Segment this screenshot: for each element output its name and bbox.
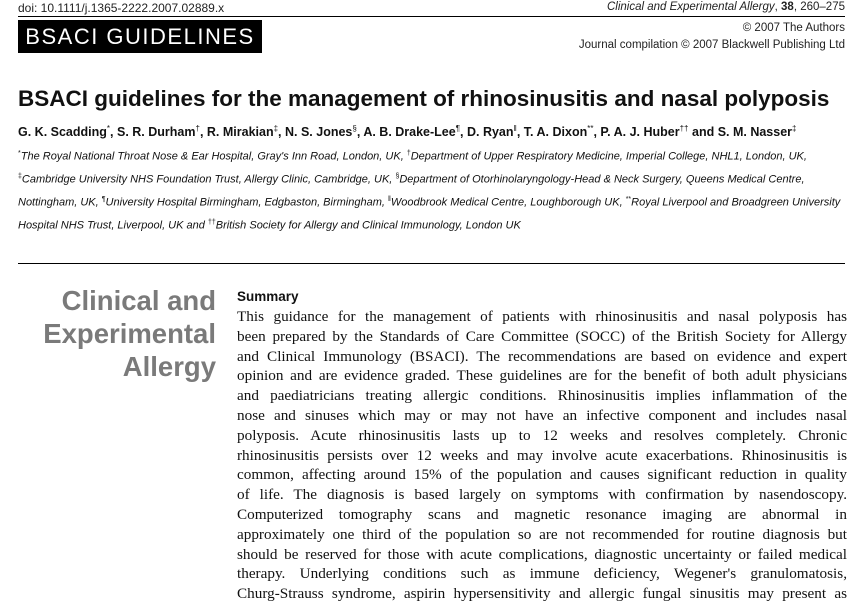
summary-line: should be reserved for those with acute complications, diagnostic uncertainty or failed medical	[237, 545, 847, 563]
summary-line: therapy. Underlying conditions such as immune deficiency, Wegener's granulomatosis,	[237, 565, 847, 583]
section-rule	[18, 263, 845, 264]
copyright-journal: Journal compilation © 2007 Blackwell Publishing Ltd	[578, 39, 845, 51]
affiliation-list	[18, 144, 848, 237]
article-title: BSACI guidelines for the management of rhinosinusitis and nasal polyposis	[18, 86, 830, 111]
author-affiliation-mark: **	[587, 124, 594, 133]
affiliation-text: University Hospital Birmingham, Edgbaston, Birmingham,	[105, 196, 388, 209]
author-affiliation-mark: ¶	[455, 124, 461, 133]
summary-line: Computerized tomography scans and magnetic resonance imaging are abnormal in	[237, 505, 847, 523]
affiliation-text: Royal Liverpool and Broadgreen University Hospital NHS Trust, Liverpool, UK and	[18, 196, 841, 233]
author-affiliation-mark: ††	[679, 124, 689, 133]
side-title-line: Allergy	[122, 351, 216, 382]
affiliation-text: Department of Otorhinolaryngology-Head & Neck Surgery, Queens Medical Centre, Nottingham, UK,	[18, 173, 805, 209]
author-affiliation-mark: ‡	[273, 124, 279, 133]
author-name: T. A. Dixon	[523, 125, 588, 140]
author-name: D. Ryan	[466, 125, 514, 140]
author-name: A. B. Drake-Lee	[363, 125, 456, 140]
author-affiliation-mark: †	[195, 124, 200, 133]
summary-line: nose and sinuses which may or may not have an infective component and includes nasal	[237, 406, 847, 424]
summary-line: and paediatricians treating allergic conditions. Rhinosinusitis implies inflammation of the	[237, 387, 847, 405]
author-affiliation-mark: *	[106, 124, 111, 133]
affiliation-text: Cambridge University NHS Foundation Trust, Allergy Clinic, Cambridge, UK,	[21, 173, 396, 186]
summary-line: approximately one third of the population so are not recommended for routine diagnosis but	[237, 525, 847, 543]
affiliation-text: The Royal National Throat Nose & Ear Hospital, Gray's Inn Road, London, UK,	[20, 150, 407, 163]
affiliation-mark: §	[395, 173, 400, 181]
journal-citation: Clinical and Experimental Allergy, 38, 260–275	[606, 1, 845, 13]
affiliation-mark: ‡	[18, 173, 22, 181]
affiliation-mark: ¶	[101, 196, 106, 204]
affiliation-mark: †	[406, 150, 411, 157]
affiliation-mark: ††	[207, 219, 216, 227]
summary-line: polyposis. Acute rhinosinusitis lasts up to 12 weeks and resolves completely. Chronic	[237, 426, 847, 444]
author-name: S. M. Nasser	[717, 125, 793, 140]
summary-line: been prepared by the Standards of Care Committee (SOCC) of the British Society for Allergy	[237, 327, 847, 345]
author-name: S. R. Durham	[116, 125, 196, 140]
copyright-authors: © 2007 The Authors	[742, 22, 845, 34]
affiliation-text: Woodbrook Medical Centre, Loughborough UK,	[390, 196, 626, 209]
journal-volume: 38	[781, 1, 794, 13]
author-name: G. K. Scadding	[18, 125, 107, 140]
author-name: R. Mirakian	[206, 125, 274, 140]
journal-side-title	[0, 284, 216, 383]
summary-heading: Summary	[237, 289, 299, 304]
author-affiliation-mark: ‡	[792, 124, 797, 133]
summary-body	[237, 307, 847, 604]
header-rule	[18, 16, 845, 17]
author-affiliation-mark: §	[352, 124, 357, 133]
summary-line: rhinosinusitis persists over 12 weeks and may involve acute exacerbations. Rhinosinusitis is	[237, 446, 847, 464]
summary-line: Churg-Strauss syndrome, aspirin hypersensitivity and allergic fungal sinusitis may present as	[237, 585, 847, 603]
affiliation-text: British Society for Allergy and Clinical Immunology, London UK	[215, 220, 521, 233]
journal-name: Clinical and Experimental Allergy	[606, 1, 775, 13]
affiliation-mark: ‖	[387, 196, 391, 204]
affiliation-mark: *	[18, 150, 21, 157]
affiliation-text: Department of Upper Respiratory Medicine, Imperial College, NHL1, London, UK,	[410, 150, 807, 163]
summary-line: opinion and are evidence graded. These guidelines are for the benefit of both adult physicians	[237, 367, 847, 385]
author-list: G. K. Scadding*, S. R. Durham†, R. Mirakian‡, N. S. Jones§, A. B. Drake-Lee¶, D. Ryan‖, T. A. Dixon**, P. A. J. Huber†† and S. M. Nasser‡	[18, 124, 797, 140]
author-affiliation-mark: ‖	[513, 124, 517, 133]
section-banner: BSACI GUIDELINES	[18, 20, 262, 53]
side-title-line: Experimental	[43, 318, 216, 349]
affiliation-mark: **	[625, 196, 632, 204]
side-title-line: Clinical and	[61, 285, 216, 316]
copyright-block	[579, 20, 845, 54]
summary-line: of life. The diagnosis is based largely on symptoms with confirmation by nasendoscopy.	[237, 486, 847, 504]
summary-line: common, affecting around 15% of the population and causes significant reduction in quality	[237, 466, 847, 484]
author-name: P. A. J. Huber	[600, 125, 680, 140]
summary-line: This guidance for the management of patients with rhinosinusitis and nasal polyposis has	[237, 308, 847, 325]
summary-line: and Clinical Immunology (BSACI). The recommendations are based on evidence and expert	[237, 347, 847, 365]
doi-link[interactable]: doi: 10.1111/j.1365-2222.2007.02889.x	[18, 1, 225, 15]
author-name: N. S. Jones	[284, 125, 353, 140]
journal-pages: , 260–275	[793, 1, 845, 13]
